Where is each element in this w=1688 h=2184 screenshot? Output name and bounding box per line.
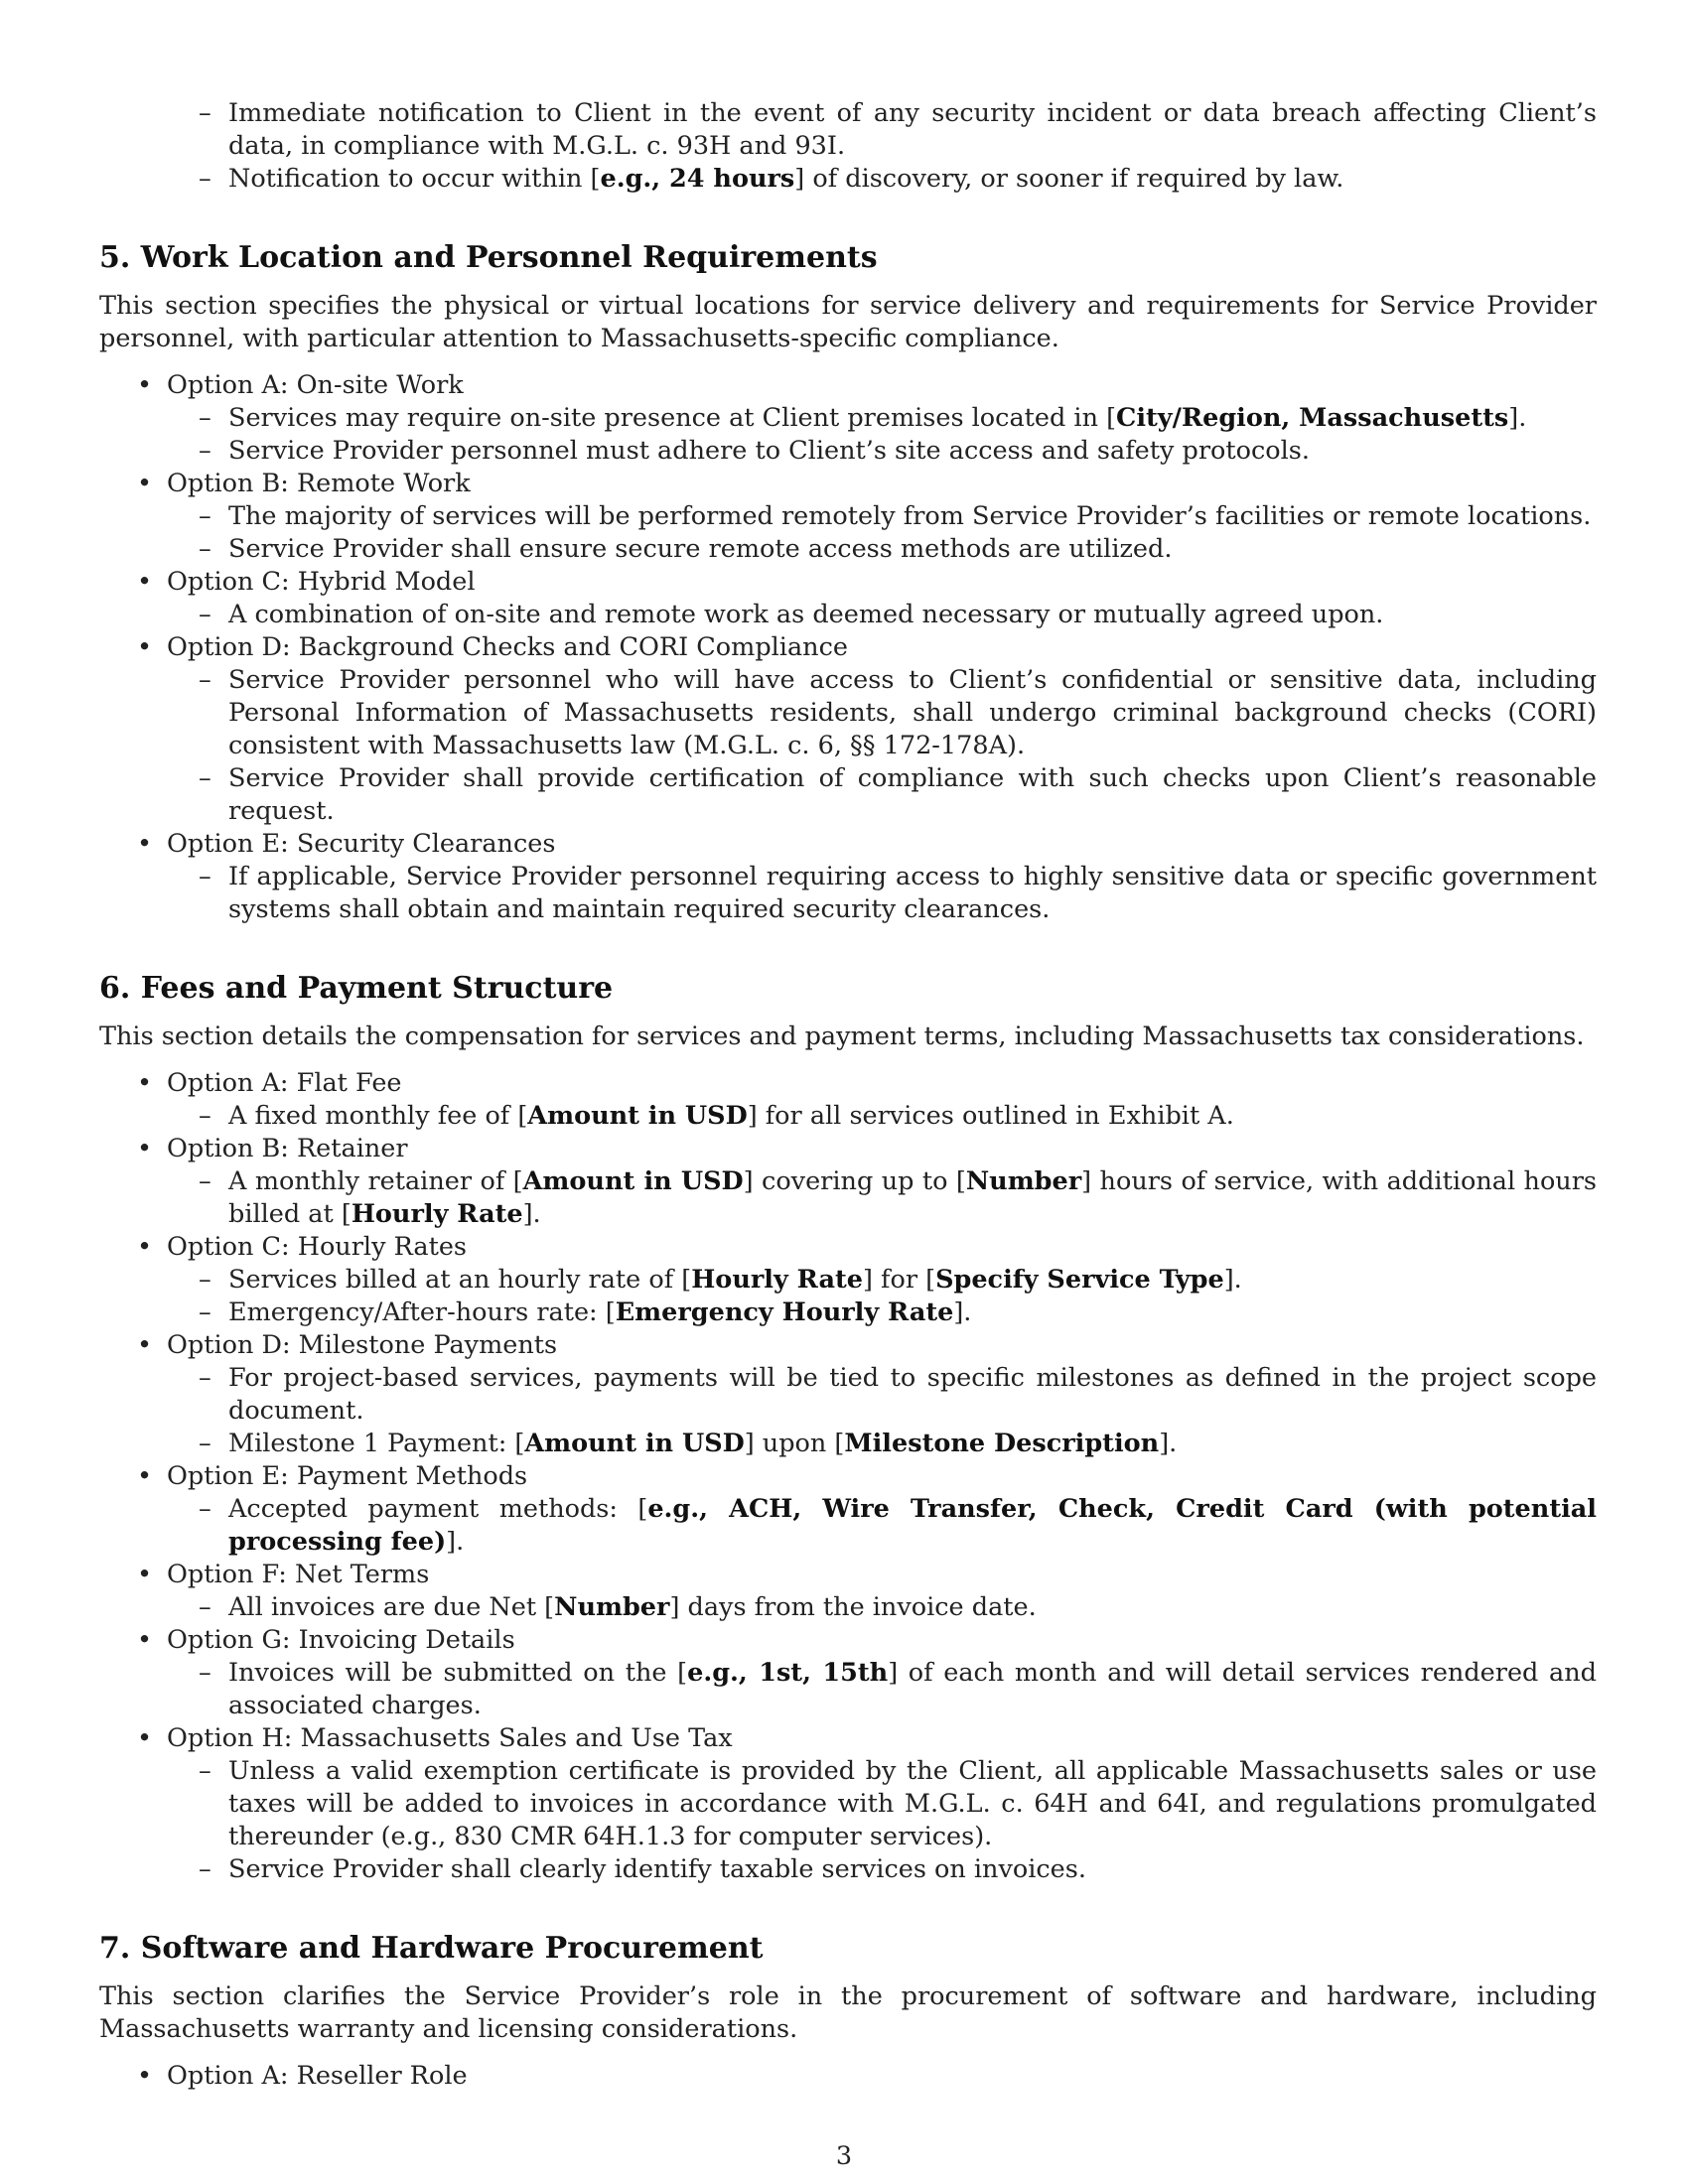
placeholder-field: Specify Service Type [935, 1265, 1224, 1295]
option-label: Option G: Invoicing Details [167, 1625, 515, 1655]
sub-list [167, 500, 1597, 566]
sub-item: – Service Provider personnel who will have access to Client’s confidential or sensitive data, including Personal Information of Massachusetts residents, shall undergo criminal background checks (CORI) consistent with Massachusetts law (M.G.L. c. 6, §§ 172-178A). [167, 664, 1597, 762]
placeholder-field: Hourly Rate [691, 1265, 863, 1295]
options-list [99, 1067, 1597, 1886]
placeholder-field: e.g., ACH, Wire Transfer, Check, Credit Card (with potential processing fee) [228, 1494, 1597, 1557]
sub-list [167, 1165, 1597, 1231]
placeholder-field: Amount in USD [527, 1101, 748, 1131]
option-label: Option C: Hourly Rates [167, 1232, 468, 1262]
section-intro: This section clarifies the Service Provider’s role in the procurement of software and hardware, including Massachusetts warranty and licensing considerations. [99, 1981, 1597, 2044]
placeholder-field: Number [554, 1592, 670, 1622]
section-6 [99, 970, 1597, 1886]
section-title: 7. Software and Hardware Procurement [99, 1931, 764, 1966]
document-page [99, 97, 1597, 2093]
option-label: Option B: Retainer [167, 1134, 408, 1163]
sub-item: – Unless a valid exemption certificate is provided by the Client, all applicable Massachusetts sales or use taxes will be added to invoices in accordance with M.G.L. c. 64H and 64I, and regulations promulgated thereunder (e.g., 830 CMR 64H.1.3 for computer services). [167, 1755, 1597, 1853]
option-item [99, 1722, 1597, 1886]
placeholder-field: City/Region, Massachusetts [1116, 403, 1509, 433]
option-item [99, 1460, 1597, 1559]
sub-item: – A combination of on-site and remote work as deemed necessary or mutually agreed upon. [167, 599, 1597, 631]
option-item [99, 1329, 1597, 1460]
placeholder-field: Hourly Rate [351, 1199, 523, 1229]
placeholder-field: Milestone Description [844, 1429, 1160, 1458]
sub-list [167, 599, 1597, 631]
option-label: Option B: Remote Work [167, 469, 471, 498]
option-label: Option A: On-site Work [167, 370, 464, 400]
placeholder-field: e.g., 1st, 15th [687, 1658, 889, 1688]
sub-item: – Notification to occur within [e.g., 24 hours] of discovery, or sooner if required by law. [167, 163, 1597, 196]
sub-list [167, 1493, 1597, 1559]
option-item [99, 828, 1597, 926]
option-label: Option F: Net Terms [167, 1560, 430, 1589]
option-item [99, 1624, 1597, 1722]
sub-item: – A monthly retainer of [Amount in USD] covering up to [Number] hours of service, with additional hours billed at [Hourly Rate]. [167, 1165, 1597, 1231]
sub-item: – Service Provider personnel must adhere to Client’s site access and safety protocols. [167, 435, 1597, 468]
option-label: Option E: Payment Methods [167, 1461, 528, 1491]
option-label: Option C: Hybrid Model [167, 567, 476, 597]
option-item [99, 1231, 1597, 1329]
option-item [99, 1559, 1597, 1624]
option-label: Option H: Massachusetts Sales and Use Tax [167, 1723, 733, 1753]
sub-list [167, 1100, 1597, 1133]
sub-item: – Milestone 1 Payment: [Amount in USD] upon [Milestone Description]. [167, 1428, 1597, 1460]
options-list [99, 369, 1597, 926]
sub-list [167, 1657, 1597, 1722]
sub-item: – Emergency/After-hours rate: [Emergency Hourly Rate]. [167, 1297, 1597, 1329]
option-label: Option E: Security Clearances [167, 829, 556, 859]
sub-list [167, 1591, 1597, 1624]
option-item [99, 631, 1597, 828]
sub-list [167, 664, 1597, 828]
sub-item: – All invoices are due Net [Number] days from the invoice date. [167, 1591, 1597, 1624]
placeholder-field: Amount in USD [522, 1166, 744, 1196]
sub-item: – Service Provider shall ensure secure remote access methods are utilized. [167, 533, 1597, 566]
option-label: Option A: Flat Fee [167, 1068, 402, 1098]
option-label: Option A: Reseller Role [167, 2061, 468, 2091]
sub-item: – Immediate notification to Client in the event of any security incident or data breach affecting Client’s data, in compliance with M.G.L. c. 93H and 93I. [167, 97, 1597, 163]
sub-list [167, 402, 1597, 468]
sub-list [167, 1264, 1597, 1329]
sub-item: – For project-based services, payments will be tied to specific milestones as defined in the project scope document. [167, 1362, 1597, 1428]
continued-list [167, 97, 1597, 196]
section-7 [99, 1930, 1597, 2093]
option-item [99, 2060, 1597, 2093]
sub-item: – Service Provider shall clearly identify taxable services on invoices. [167, 1853, 1597, 1886]
option-item [99, 468, 1597, 566]
page-number: 3 [835, 2141, 853, 2171]
sub-list [167, 861, 1597, 926]
placeholder-field: Emergency Hourly Rate [615, 1297, 954, 1327]
option-item [99, 1067, 1597, 1133]
section-title: 6. Fees and Payment Structure [99, 971, 614, 1006]
options-list [99, 2060, 1597, 2093]
sub-item: – Services billed at an hourly rate of [Hourly Rate] for [Specify Service Type]. [167, 1264, 1597, 1297]
sub-item: – Services may require on-site presence at Client premises located in [City/Region, Massachusetts]. [167, 402, 1597, 435]
section-title: 5. Work Location and Personnel Requirements [99, 240, 878, 275]
sub-list [167, 1755, 1597, 1886]
section-intro: This section specifies the physical or virtual locations for service delivery and requirements for Service Provider personnel, with particular attention to Massachusetts-specific compliance. [99, 291, 1597, 353]
option-label: Option D: Milestone Payments [167, 1330, 558, 1360]
option-item [99, 566, 1597, 631]
placeholder-field: e.g., 24 hours [600, 164, 795, 194]
placeholder-field: Number [965, 1166, 1082, 1196]
sub-item: – Invoices will be submitted on the [e.g., 1st, 15th] of each month and will detail services rendered and associated charges. [167, 1657, 1597, 1722]
placeholder-field: Amount in USD [524, 1429, 745, 1458]
sub-item: – Accepted payment methods: [e.g., ACH, Wire Transfer, Check, Credit Card (with potential processing fee)]. [167, 1493, 1597, 1559]
section-intro: This section details the compensation for services and payment terms, including Massachusetts tax considerations. [99, 1022, 1585, 1051]
section-5 [99, 239, 1597, 926]
option-item [99, 369, 1597, 468]
sub-item: – If applicable, Service Provider personnel requiring access to highly sensitive data or specific government systems shall obtain and maintain required security clearances. [167, 861, 1597, 926]
option-label: Option D: Background Checks and CORI Compliance [167, 632, 848, 662]
option-item [99, 1133, 1597, 1231]
sub-list [167, 1362, 1597, 1460]
sub-item: – Service Provider shall provide certification of compliance with such checks upon Client’s reasonable request. [167, 762, 1597, 828]
sub-item: – A fixed monthly fee of [Amount in USD] for all services outlined in Exhibit A. [167, 1100, 1597, 1133]
sub-item: – The majority of services will be performed remotely from Service Provider’s facilities or remote locations. [167, 500, 1597, 533]
